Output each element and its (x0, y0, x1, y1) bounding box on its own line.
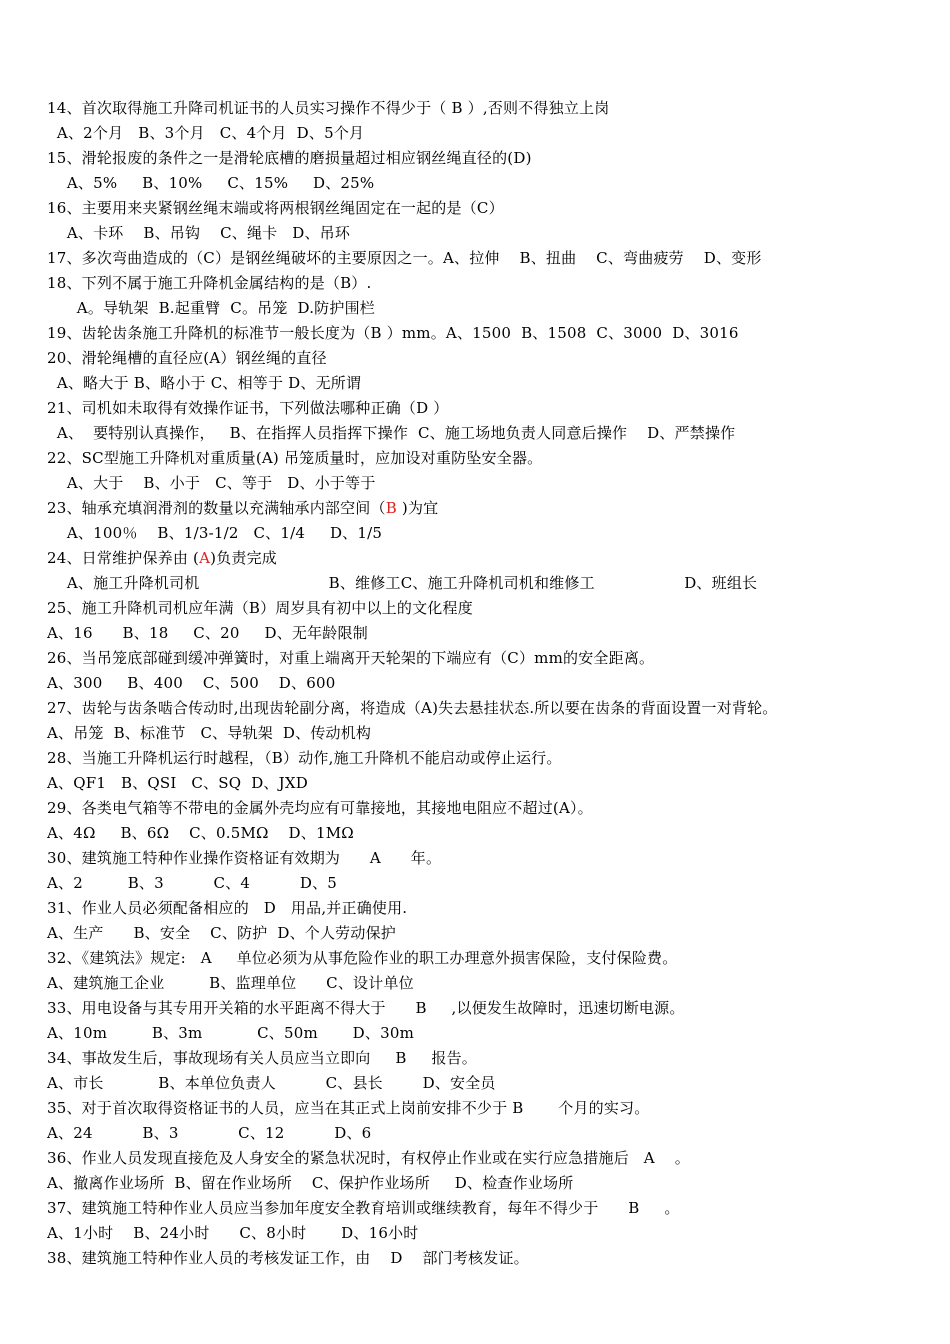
question-18: 18、下列不属于施工升降机金属结构的是（B）. (47, 274, 372, 292)
question-32: 32、《建筑法》规定: A 单位必须为从事危险作业的职工办理意外损害保险，支付保险费。 (47, 949, 678, 967)
options-33: A、10m B、3m C、50m D、30m (47, 1024, 414, 1042)
question-15: 15、滑轮报废的条件之一是滑轮底槽的磨损量超过相应钢丝绳直径的(D) (47, 149, 532, 167)
options-28: A、QF1 B、QSI C、SQ D、JXD (47, 774, 308, 792)
question-24 (47, 546, 277, 570)
question-23-text: 23、轴承充填润滑剂的数量以充满轴承内部空间（ (47, 499, 386, 517)
question-38: 38、建筑施工特种作业人员的考核发证工作，由 D 部门考核发证。 (47, 1249, 529, 1267)
question-23-tail: )为宜 (396, 499, 439, 517)
question-24-text: 24、日常维护保养由 ( (47, 549, 200, 567)
question-36: 36、作业人员发现直接危及人身安全的紧急状况时，有权停止作业或在实行应急措施后 A 。 (47, 1149, 690, 1167)
options-34: A、市长 B、本单位负责人 C、县长 D、安全员 (47, 1074, 496, 1092)
question-20: 20、滑轮绳槽的直径应(A）钢丝绳的直径 (47, 349, 327, 367)
options-36: A、撤离作业场所 B、留在作业场所 C、保护作业场所 D、检查作业场所 (47, 1174, 574, 1192)
question-27: 27、齿轮与齿条啮合传动时,出现齿轮副分离，将造成（A)失去悬挂状态.所以要在齿条的背面设置一对背轮。 (47, 699, 778, 717)
options-22: A、大于 B、小于 C、等于 D、小于等于 (47, 474, 376, 492)
question-31: 31、作业人员必须配备相应的 D 用品,并正确使用. (47, 899, 408, 917)
question-25: 25、施工升降机司机应年满（B）周岁具有初中以上的文化程度 (47, 599, 473, 617)
question-34: 34、事故发生后，事故现场有关人员应当立即向 B 报告。 (47, 1049, 477, 1067)
answer-24-highlight: A (199, 549, 211, 567)
options-26: A、300 B、400 C、500 D、600 (47, 674, 336, 692)
question-17: 17、多次弯曲造成的（C）是钢丝绳破坏的主要原因之一。A、拉伸 B、扭曲 C、弯曲疲劳 D、变形 (47, 249, 762, 267)
options-29: A、4Ω B、6Ω C、0.5MΩ D、1MΩ (47, 824, 354, 842)
options-20: A、略大于 B、略小于 C、相等于 D、无所谓 (47, 374, 362, 392)
question-23 (47, 496, 438, 520)
question-30: 30、建筑施工特种作业操作资格证有效期为 A 年。 (47, 849, 442, 867)
options-37: A、1小时 B、24小时 C、8小时 D、16小时 (47, 1224, 419, 1242)
question-26: 26、当吊笼底部碰到缓冲弹簧时，对重上端离开天轮架的下端应有（C）mm的安全距离。 (47, 649, 655, 667)
options-21: A、 要特别认真操作， B、在指挥人员指挥下操作 C、施工场地负责人同意后操作 D、严禁操作 (47, 424, 736, 442)
options-35: A、24 B、3 C、12 D、6 (47, 1124, 372, 1142)
question-37: 37、建筑施工特种作业人员应当参加年度安全教育培训或继续教育，每年不得少于 B 。 (47, 1199, 680, 1217)
question-24-tail: )负责完成 (210, 549, 278, 567)
options-24: A、施工升降机司机 B、维修工C、施工升降机司机和维修工 D、班组长 (47, 574, 758, 592)
options-23: A、100％ B、1/3-1/2 C、1/4 D、1/5 (47, 524, 383, 542)
options-31: A、生产 B、安全 C、防护 D、个人劳动保护 (47, 924, 396, 942)
question-28: 28、当施工升降机运行时越程，（B）动作,施工升降机不能启动或停止运行。 (47, 749, 562, 767)
options-16: A、卡环 B、吊钩 C、绳卡 D、吊环 (47, 224, 351, 242)
options-32: A、建筑施工企业 B、监理单位 C、设计单位 (47, 974, 414, 992)
answer-23-highlight: B (385, 499, 397, 517)
options-18: A。导轨架 B.起重臂 C。吊笼 D.防护围栏 (47, 299, 375, 317)
question-29: 29、各类电气箱等不带电的金属外壳均应有可靠接地，其接地电阻应不超过(A）。 (47, 799, 593, 817)
options-14: A、2个月 B、3个月 C、4个月 D、5个月 (47, 124, 365, 142)
question-16: 16、主要用来夹紧钢丝绳末端或将两根钢丝绳固定在一起的是（C） (47, 199, 504, 217)
question-14: 14、首次取得施工升降司机证书的人员实习操作不得少于（ B ）,否则不得独立上岗 (47, 99, 610, 117)
question-33: 33、用电设备与其专用开关箱的水平距离不得大于 B ,以便发生故障时，迅速切断电源。 (47, 999, 685, 1017)
question-21: 21、司机如未取得有效操作证书，下列做法哪种正确（D ） (47, 399, 449, 417)
options-15: A、5% B、10% C、15% D、25% (47, 174, 375, 192)
question-22: 22、SC型施工升降机对重质量(A) 吊笼质量时，应加设对重防坠安全器。 (47, 449, 543, 467)
options-25: A、16 B、18 C、20 D、无年龄限制 (47, 624, 368, 642)
question-35: 35、对于首次取得资格证书的人员，应当在其正式上岗前安排不少于 B 个月的实习。 (47, 1099, 650, 1117)
options-27: A、吊笼 B、标准节 C、导轨架 D、传动机构 (47, 724, 372, 742)
question-19: 19、齿轮齿条施工升降机的标准节一般长度为（B ）mm。A、1500 B、1508 C、3000 D、3016 (47, 324, 739, 342)
options-30: A、2 B、3 C、4 D、5 (47, 874, 338, 892)
